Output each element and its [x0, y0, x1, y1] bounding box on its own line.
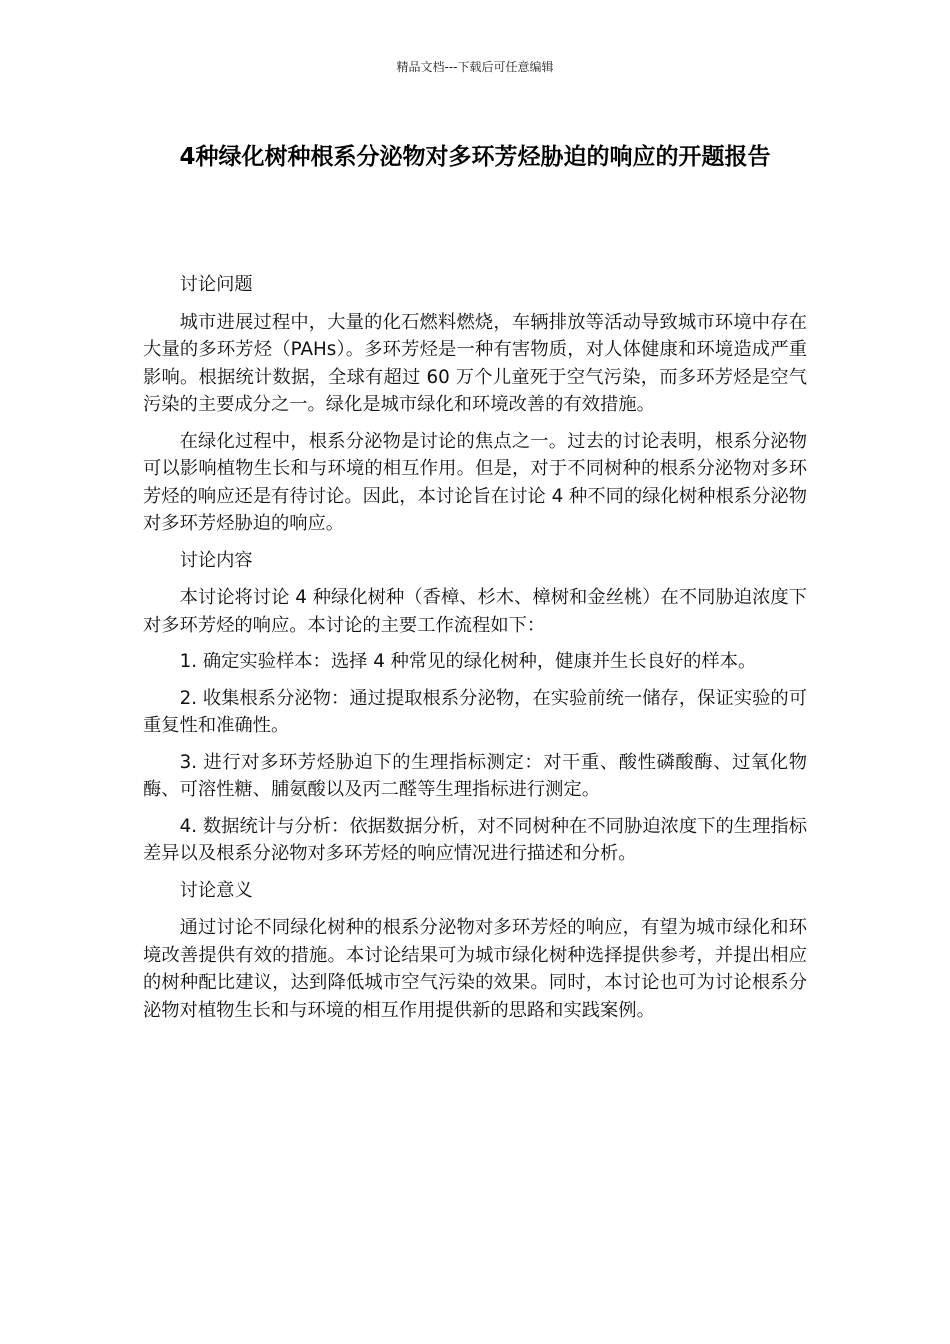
header-note: 精品文档---下载后可任意编辑	[396, 60, 554, 74]
document-title: 4种绿化树种根系分泌物对多环芳烃胁迫的响应的开题报告	[179, 144, 771, 170]
section-heading-problem: 讨论问题	[179, 274, 253, 295]
document-body	[143, 271, 807, 1033]
paragraph: 本讨论将讨论 4 种绿化树种（香樟、杉木、樟树和金丝桃）在不同胁迫浓度下对多环芳烃的响应。本讨论的主要工作流程如下：	[143, 587, 807, 636]
section-heading-significance: 讨论意义	[179, 879, 253, 901]
list-item: 4. 数据统计与分析：依据数据分析，对不同树种在不同胁迫浓度下的生理指标差异以及根系分泌物对多环芳烃的响应情况进行描述和分析。	[143, 815, 807, 864]
list-item: 2. 收集根系分泌物：通过提取根系分泌物，在实验前统一储存，保证实验的可重复性和准确性。	[143, 687, 807, 736]
paragraph: 在绿化过程中，根系分泌物是讨论的焦点之一。过去的讨论表明，根系分泌物可以影响植物生长和与环境的相互作用。但是，对于不同树种的根系分泌物对多环芳烃的响应还是有待讨论。因此，本讨论旨在讨论 4 种不同的绿化树种根系分泌物对多环芳烃胁迫的响应。	[143, 430, 807, 534]
paragraph: 通过讨论不同绿化树种的根系分泌物对多环芳烃的响应，有望为城市绿化和环境改善提供有效的措施。本讨论结果可为城市绿化树种选择提供参考，并提出相应的树种配比建议，达到降低城市空气污染的效果。同时，本讨论也可为讨论根系分泌物对植物生长和与环境的相互作用提供新的思路和实践案例。	[143, 917, 807, 1021]
list-item: 1. 确定实验样本：选择 4 种常见的绿化树种，健康并生长良好的样本。	[179, 651, 757, 672]
section-heading-content: 讨论内容	[179, 549, 253, 571]
list-item: 3. 进行对多环芳烃胁迫下的生理指标测定：对干重、酸性磷酸酶、过氧化物酶、可溶性糖、脯氨酸以及丙二醛等生理指标进行测定。	[143, 751, 807, 800]
paragraph: 城市进展过程中，大量的化石燃料燃烧，车辆排放等活动导致城市环境中存在大量的多环芳烃（PAHs）。多环芳烃是一种有害物质，对人体健康和环境造成严重影响。根据统计数据，全球有超过 60 万个儿童死于空气污染，而多环芳烃是空气污染的主要成分之一。绿化是城市绿化和环境改善的有效措施。	[143, 311, 807, 415]
